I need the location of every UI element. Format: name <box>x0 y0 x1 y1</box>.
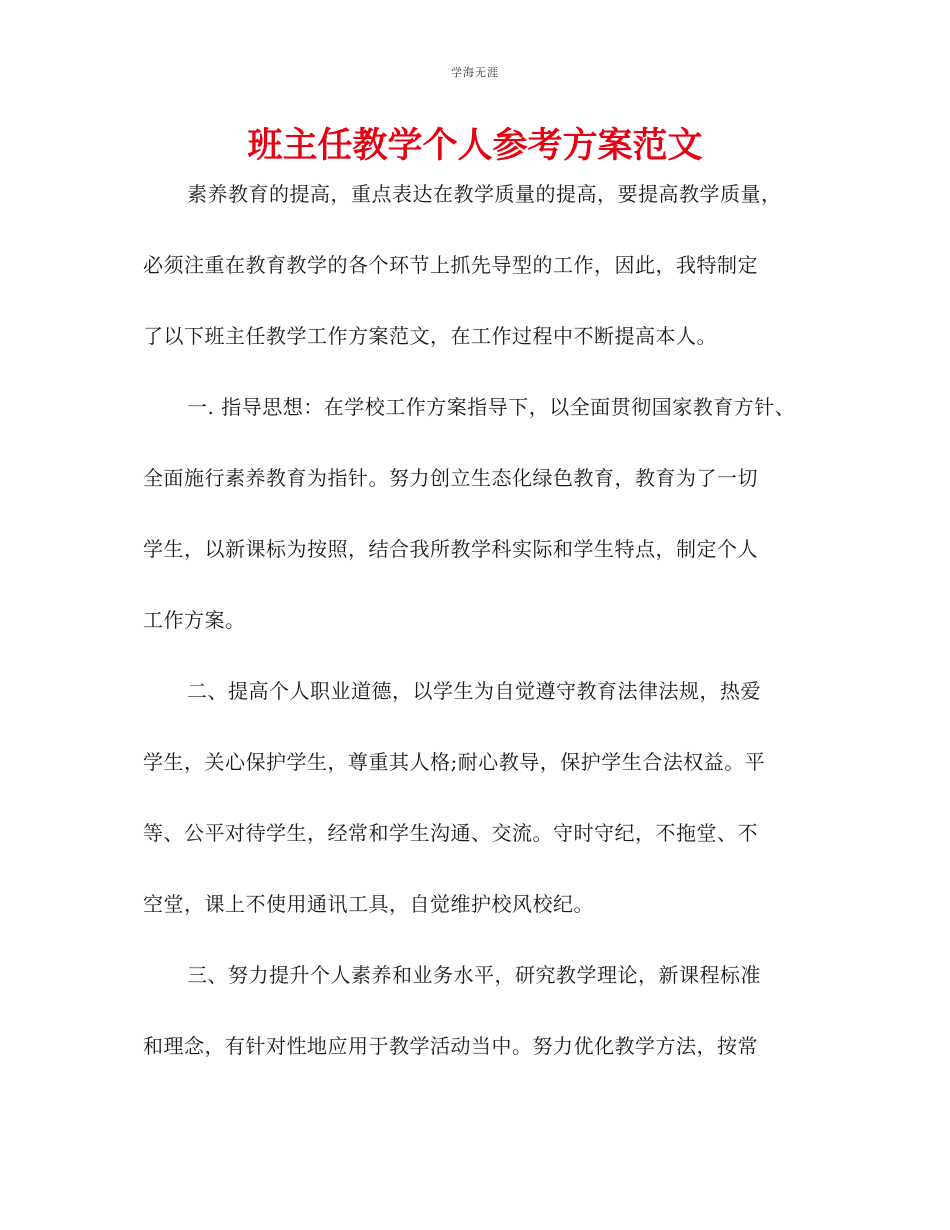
paragraph-line: 素养教育的提高，重点表达在教学质量的提高，要提高教学质量， <box>187 182 782 206</box>
document-title: 班主任教学个人参考方案范文 <box>247 125 703 166</box>
paragraph-line: 学生，以新课标为按照，结合我所教学科实际和学生特点，制定个人 <box>143 537 758 561</box>
paragraph-line: 学生，关心保护学生，尊重其人格;耐心教导，保护学生合法权益。平 <box>143 750 766 774</box>
paragraph-line: 和理念，有针对性地应用于教学活动当中。努力优化教学方法，按常 <box>143 1034 758 1058</box>
paragraph-line: 等、公平对待学生，经常和学生沟通、交流。守时守纪，不拖堂、不 <box>143 821 758 845</box>
paragraph-line: 了以下班主任教学工作方案范文，在工作过程中不断提高本人。 <box>143 324 717 348</box>
paragraph-line: 一. 指导思想：在学校工作方案指导下，以全面贯彻国家教育方针、 <box>187 395 796 419</box>
paragraph-line: 三、努力提升个人素养和业务水平，研究教学理论，新课程标准 <box>187 963 761 987</box>
paragraph-line: 必须注重在教育教学的各个环节上抓先导型的工作，因此，我特制定 <box>143 253 758 277</box>
page-header: 学海无涯 <box>451 66 499 79</box>
paragraph-line: 工作方案。 <box>143 608 246 632</box>
paragraph-line: 空堂，课上不使用通讯工具，自觉维护校风校纪。 <box>143 892 594 916</box>
paragraph-line: 二、提高个人职业道德，以学生为自觉遵守教育法律法规，热爱 <box>187 679 761 703</box>
document-body <box>143 172 823 1095</box>
paragraph-line: 全面施行素养教育为指针。努力创立生态化绿色教育，教育为了一切 <box>143 466 758 490</box>
